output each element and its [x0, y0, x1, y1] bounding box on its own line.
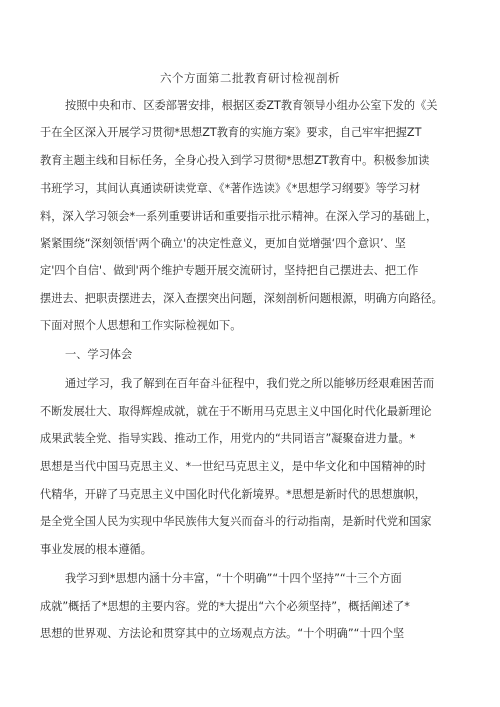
text-line: 事业发展的根本遵循。: [40, 543, 152, 556]
text-line: 紧紧围绕“深刻领悟'两个确立'的决定性意义，更加自觉增强‘四个意识’、坚: [40, 237, 406, 250]
text-line: 于在全区深入开展学习贯彻*思想ZT教育的实施方案》要求，自己牢牢把握ZT: [40, 126, 422, 139]
section-heading: 一、学习体会: [65, 348, 133, 361]
text-line: 成就”概括了*思想的主要内容。党的*大提出“六个必须坚持”，概括阐述了*: [40, 600, 410, 613]
text-line: 我学习到*思想内涵十分丰富，“十个明确”“十四个坚持”“十三个方面: [65, 572, 402, 585]
text-line: 摆进去、把职责摆进去，深入查摆突出问题，深刻剖析问题根源，明确方向路径。: [40, 292, 443, 305]
text-line: 思想是当代中国马克思主义、*一世纪马克思主义，是中华文化和中国精神的时: [40, 460, 426, 473]
text-line: 代精华，开辟了马克思主义中国化时代化新境界。*思想是新时代的思想旗帜，: [40, 488, 426, 501]
text-line: 按照中央和市、区委部署安排，根据区委ZT教育领导小组办公室下发的《关: [65, 99, 438, 112]
text-line: 料，深入学习领会*一系列重要讲话和重要指示批示精神。在深入学习的基础上，: [40, 210, 438, 223]
text-line: 下面对照个人思想和工作实际检视如下。: [40, 319, 242, 332]
text-line: 思想的世界观、方法论和贯穿其中的立场观点方法。“十个明确”“十四个坚: [40, 627, 405, 640]
text-line: 成果武装全党、指导实践、推动工作，用党内的“共同语言”凝聚奋进力量。*: [40, 432, 416, 445]
document-title: 六个方面第二批教育研讨检视剖析: [160, 71, 340, 85]
text-line: 通过学习，我了解到在百年奋斗征程中，我们党之所以能够历经艰难困苦而: [65, 377, 435, 390]
text-line: 教育主题主线和目标任务，全身心投入到学习贯彻*思想ZT教育中。积极参加读: [40, 154, 430, 167]
text-line: 定'四个自信'、做到'两个维护专题开展交流研讨，坚持把自己摆进去、把工作: [40, 264, 419, 277]
text-line: 不断发展壮大、取得辉煌成就，就在于不断用马克思主义中国化时代化最新理论: [40, 405, 432, 418]
text-line: 书班学习，其间认真通读研读党章、《*著作选读》《*思想学习纲要》等学习材: [40, 182, 421, 195]
text-line: 是全党全国人民为实现中华民族伟大复兴而奋斗的行动指南，是新时代党和国家: [40, 515, 432, 528]
